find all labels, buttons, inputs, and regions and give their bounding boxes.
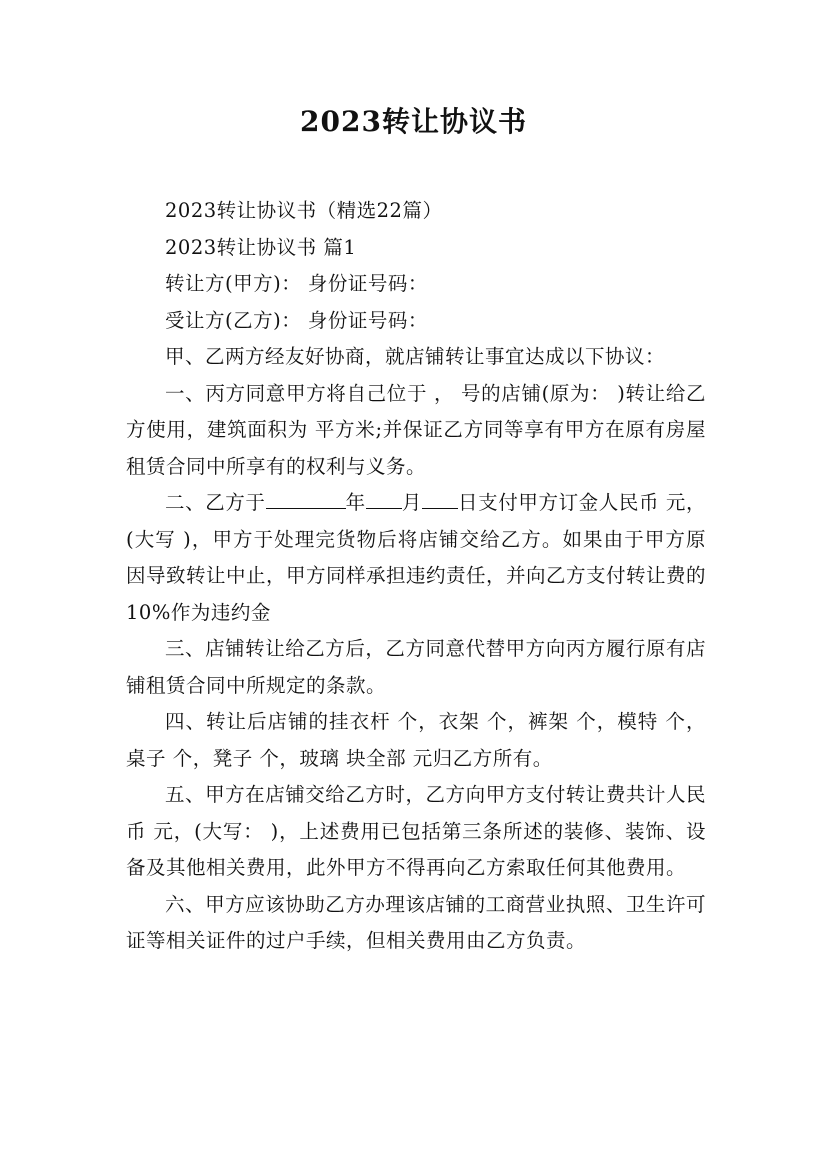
paragraph-subtitle: 2023转让协议书（精选22篇） — [165, 199, 443, 222]
clause-2-prefix: 二、乙方于 — [165, 491, 266, 514]
paragraph-transferee: 受让方(乙方)： 身份证号码： — [165, 308, 428, 332]
document-body — [126, 193, 706, 960]
blank-field-day — [422, 487, 458, 509]
paragraph-clause-6: 六、甲方应该协助乙方办理该店铺的工商营业执照、卫生许可证等相关证件的过户手续，但相关费用由乙方负责。 — [126, 892, 706, 952]
paragraph-clause-2 — [126, 485, 706, 631]
paragraph-preamble: 甲、乙两方经友好协商，就店铺转让事宜达成以下协议： — [165, 345, 666, 368]
clause-2-month: 月 — [401, 491, 422, 514]
document-title: 2023转让协议书 — [300, 105, 527, 138]
paragraph-section-heading: 2023转让协议书 篇1 — [165, 235, 357, 259]
paragraph-clause-5: 五、甲方在店铺交给乙方时，乙方向甲方支付转让费共计人民币 元，(大写： )，上述费用已包括第三条所述的装修、装饰、设备及其他相关费用，此外甲方不得再向乙方索取任何其他费用。 — [126, 783, 706, 879]
clause-2-year: 年 — [345, 491, 366, 514]
paragraph-clause-3: 三、店铺转让给乙方后，乙方同意代替甲方向丙方履行原有店铺租赁合同中所规定的条款。 — [126, 637, 706, 697]
paragraph-transferor: 转让方(甲方)： 身份证号码： — [165, 272, 428, 295]
paragraph-clause-1: 一、丙方同意甲方将自己位于 ， 号的店铺(原为： )转让给乙方使用，建筑面积为 平方米;并保证乙方同等享有甲方在原有房屋租赁合同中所享有的权利与义务。 — [126, 381, 706, 478]
clause-2-rest: 日支付甲方订金人民币 元，(大写 )，甲方于处理完货物后将店铺交给乙方。如果由于甲方原因导致转让中止，甲方同样承担违约责任，并向乙方支付转让费的10%作为违约金 — [126, 491, 707, 624]
paragraph-clause-4: 四、转让后店铺的挂衣杆 个，衣架 个，裤架 个，模特 个，桌子 个，凳子 个，玻璃 块全部 元归乙方所有。 — [126, 710, 706, 770]
blank-field-year — [266, 487, 346, 509]
blank-field-month — [366, 487, 402, 509]
